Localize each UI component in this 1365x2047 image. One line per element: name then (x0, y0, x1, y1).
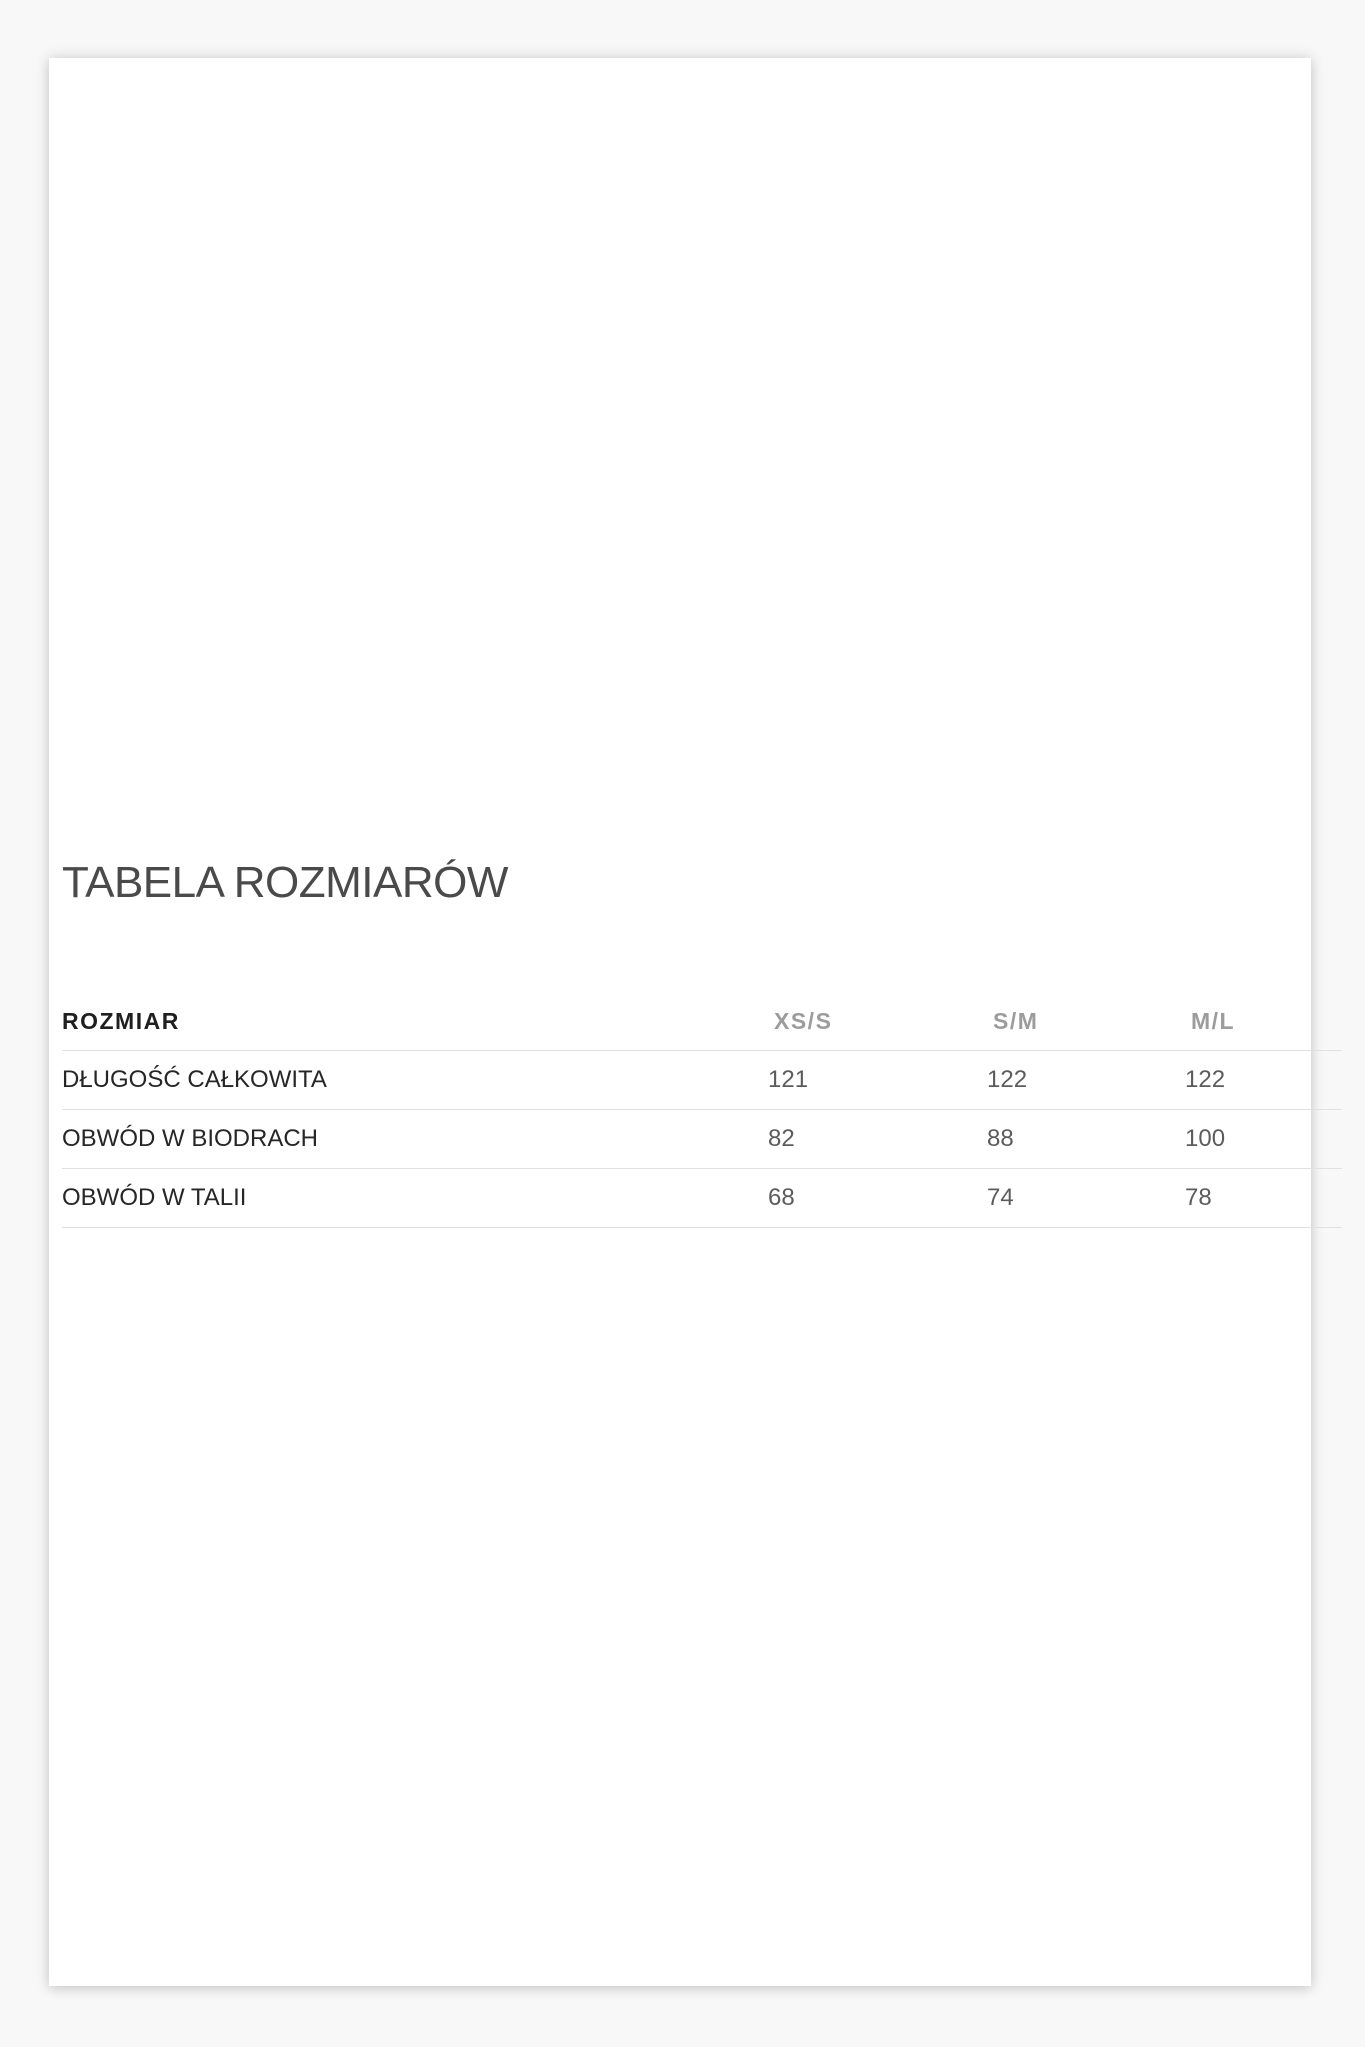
row-value: 100 (1185, 1109, 1342, 1168)
size-chart-sheet (49, 58, 1311, 1986)
row-label: OBWÓD W BIODRACH (62, 1109, 768, 1168)
size-table (62, 993, 1342, 1228)
row-value: 122 (987, 1050, 1185, 1109)
row-label: OBWÓD W TALII (62, 1168, 768, 1227)
header-size-s-m: S/M (993, 1007, 1039, 1034)
row-value: 88 (987, 1109, 1185, 1168)
row-value: 74 (987, 1168, 1185, 1227)
header-size-m-l: M/L (1191, 1007, 1236, 1034)
row-value: 78 (1185, 1168, 1342, 1227)
header-size-xs-s: XS/S (774, 1007, 833, 1034)
row-value: 121 (768, 1050, 987, 1109)
header-size-label: ROZMIAR (62, 1007, 180, 1034)
row-value: 122 (1185, 1050, 1342, 1109)
table-row (62, 1050, 1342, 1109)
row-label: DŁUGOŚĆ CAŁKOWITA (62, 1050, 768, 1109)
row-value: 82 (768, 1109, 987, 1168)
table-header-row (62, 993, 1342, 1050)
table-row (62, 1109, 1342, 1168)
page-title: TABELA ROZMIARÓW (62, 858, 508, 907)
row-value: 68 (768, 1168, 987, 1227)
table-row (62, 1168, 1342, 1227)
